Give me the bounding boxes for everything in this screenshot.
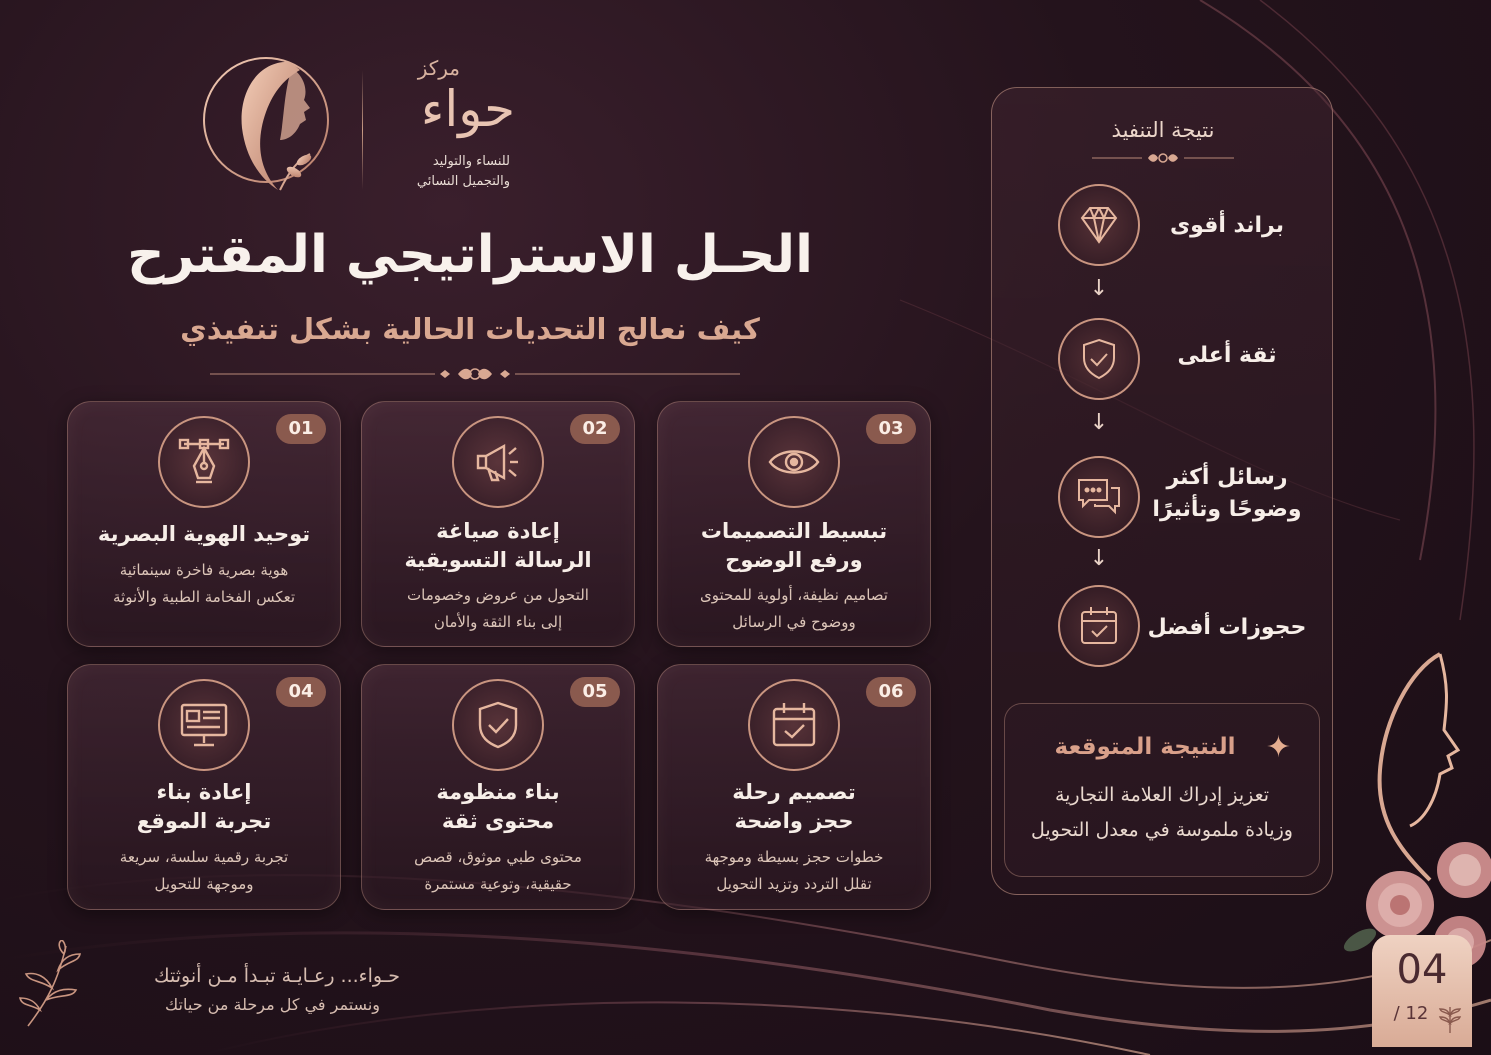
card-title-line1: إعادة بناء (156, 780, 252, 804)
logo (200, 50, 530, 210)
calendar-check-icon (1058, 585, 1140, 667)
page-number: 04 (1396, 947, 1448, 993)
card-title-line2: الرسالة التسويقية (404, 548, 592, 572)
card-description-line2: ووضوح في الرسائل (732, 613, 856, 631)
card-title-line1: تصميم رحلة (732, 780, 856, 804)
logo-small-text: مركز (417, 56, 460, 80)
footer-tagline-line2: ونستمر في كل مرحلة من حياتك (165, 995, 380, 1014)
logo-subtitle-line2: والتجميل النسائي (416, 174, 510, 189)
card-number-badge: 03 (866, 414, 916, 444)
card-description-line1: تجربة رقمية سلسة، سريعة (119, 848, 289, 866)
solution-card-2 (361, 401, 635, 647)
card-description-line2: وموجهة للتحويل (154, 875, 254, 893)
logo-name: حواء (420, 80, 515, 138)
footer-tagline-line1: حـواء... رعـايـة تبـدأ مـن أنوثتك (154, 965, 400, 987)
result-step-label: ثقة أعلى (1177, 343, 1277, 368)
card-title-line2: تجربة الموقع (136, 809, 272, 833)
expected-result-box (1004, 703, 1320, 877)
diamond-icon (1058, 184, 1140, 266)
ornament-divider-icon (1092, 150, 1234, 166)
expected-result-line2: وزيادة ملموسة في معدل التحويل (1031, 819, 1293, 841)
card-number-badge: 02 (570, 414, 620, 444)
down-arrow-icon: ↓ (1089, 546, 1109, 571)
card-description-line1: محتوى طبي موثوق، قصص (414, 848, 582, 866)
page-subtitle: كيف نعالج التحديات الحالية بشكل تنفيذي (180, 312, 760, 346)
logo-subtitle-line1: للنساء والتوليد (432, 154, 510, 169)
woman-profile-logo-icon (200, 50, 340, 200)
card-number-badge: 01 (276, 414, 326, 444)
solution-card-4 (67, 664, 341, 910)
card-title: توحيد الهوية البصرية (97, 522, 311, 546)
down-arrow-icon: ↓ (1089, 410, 1109, 435)
ornament-divider-icon (210, 362, 740, 386)
page-indicator (1372, 935, 1472, 1047)
pen-tool-icon (158, 416, 250, 508)
result-step-label-line2: وضوحًا وتأثيرًا (1152, 497, 1302, 522)
expected-result-line1: تعزيز إدراك العلامة التجارية (1054, 784, 1270, 806)
card-description-line1: التحول من عروض وخصومات (407, 586, 589, 604)
solution-card-6 (657, 664, 931, 910)
card-number-badge: 06 (866, 677, 916, 707)
results-panel (991, 87, 1333, 895)
card-description-line2: تعكس الفخامة الطبية والأنوثة (112, 588, 296, 606)
solution-card-3 (657, 401, 931, 647)
result-step-label: براند أقوى (1169, 213, 1285, 238)
panel-title: نتيجة التنفيذ (1111, 118, 1215, 142)
card-description-line2: إلى بناء الثقة والأمان (433, 613, 563, 631)
sparkle-icon: ✦ (1265, 730, 1291, 765)
leaf-icon (1438, 1003, 1462, 1035)
shield-check-icon (1058, 318, 1140, 400)
eye-icon (748, 416, 840, 508)
card-title-line2: محتوى ثقة (441, 809, 555, 833)
card-title-line2: ورفع الوضوح (725, 548, 863, 572)
megaphone-icon (452, 416, 544, 508)
down-arrow-icon: ↓ (1089, 276, 1109, 301)
shield-check-icon (452, 679, 544, 771)
expected-result-title: النتيجة المتوقعة (1054, 734, 1236, 760)
page-total: / 12 (1393, 1003, 1429, 1024)
card-description-line1: تصاميم نظيفة، أولوية للمحتوى (700, 586, 888, 604)
page-title: الحـل الاستراتيجي المقترح (127, 225, 813, 285)
card-title-line2: حجز واضحة (734, 809, 854, 833)
card-description-line1: خطوات حجز بسيطة وموجهة (704, 848, 884, 866)
calendar-check-icon (748, 679, 840, 771)
card-number-badge: 04 (276, 677, 326, 707)
solution-card-5 (361, 664, 635, 910)
card-title-line1: تبسيط التصميمات (700, 519, 888, 543)
card-number-badge: 05 (570, 677, 620, 707)
card-description-line2: تقلل التردد وتزيد التحويل (716, 875, 872, 893)
card-title-line1: بناء منظومة (436, 780, 560, 804)
leaf-branch-icon (18, 940, 88, 1030)
monitor-icon (158, 679, 250, 771)
card-description-line1: هوية بصرية فاخرة سينمائية (119, 561, 289, 579)
result-step-label-line1: رسائل أكثر (1166, 465, 1288, 490)
flowers-decoration-icon (1340, 650, 1491, 980)
card-description-line2: حقيقية، وتوعية مستمرة (424, 875, 572, 893)
card-title-line1: إعادة صياغة (436, 519, 560, 543)
result-step-label: حجوزات أفضل (1147, 615, 1307, 640)
chat-bubbles-icon (1058, 456, 1140, 538)
logo-divider (362, 70, 363, 190)
solution-card-1 (67, 401, 341, 647)
